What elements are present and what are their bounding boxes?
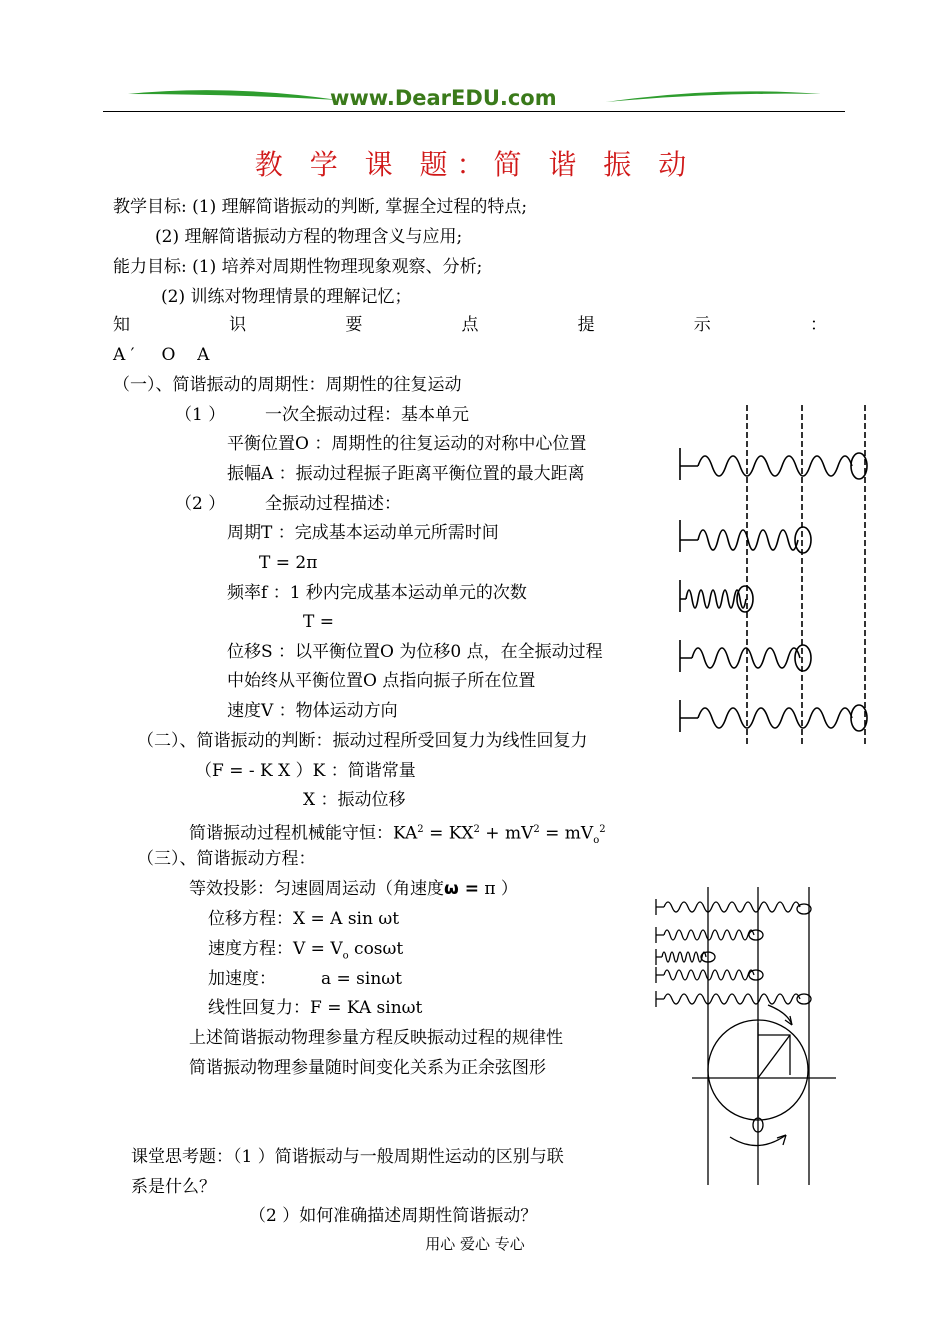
acceleration-label: 加速度：: [208, 969, 276, 989]
knowledge-char: ：: [809, 315, 827, 335]
frequency-desc: 频率f ：1 秒内完成基本运动单元的次数: [227, 583, 527, 603]
restoring-force-equation: 线性回复力：F = KA sinωt: [208, 998, 423, 1018]
section3-heading: （三）、简谐振动方程：: [137, 849, 316, 869]
teaching-goal-1: 教学目标: (1) 理解简谐振动的判断, 掌握全过程的特点;: [113, 197, 528, 217]
question-2: （2 ）如何准确描述周期性简谐振动？: [249, 1206, 538, 1226]
ability-goal-2: (2) 训练对物理情景的理解记忆；: [161, 287, 412, 307]
displacement-desc-2: 中始终从平衡位置O 点指向振子所在位置: [227, 671, 536, 691]
item2-text: 全振动过程描述：: [265, 494, 401, 514]
amplitude: 振幅A ：振动过程振子距离平衡位置的最大距离: [227, 464, 585, 484]
projection: 等效投影：匀速圆周运动（角速度ω = π ）: [189, 879, 518, 899]
ability-goal-1: 能力目标: (1) 培养对周期性物理现象观察、分析;: [113, 257, 483, 277]
aoa-labels: A ′ O A: [113, 345, 210, 365]
period-formula: T = 2π: [259, 553, 318, 573]
header-rule: [103, 111, 845, 112]
velocity-desc: 速度V ：物体运动方向: [227, 701, 398, 721]
spring-diagram: [670, 400, 880, 750]
knowledge-char: 知: [113, 315, 130, 335]
circle-projection-diagram: [650, 885, 850, 1190]
x-desc: X ：振动位移: [303, 790, 406, 810]
logo-swoosh-left: [128, 86, 338, 108]
summary-2: 简谐振动物理参量随时间变化关系为正余弦图形: [189, 1058, 546, 1078]
acceleration-equation: a = sinωt: [321, 969, 402, 989]
summary-1: 上述简谐振动物理参量方程反映振动过程的规律性: [189, 1028, 563, 1048]
frequency-formula: T =: [303, 612, 334, 632]
teaching-goal-2: (2) 理解简谐振动方程的物理含义与应用;: [155, 227, 463, 247]
knowledge-char: 识: [229, 315, 247, 335]
item1-text: 一次全振动过程：基本单元: [265, 405, 469, 425]
item2-number: （2 ）: [175, 494, 226, 514]
knowledge-char: 点: [461, 315, 479, 335]
balance-position: 平衡位置O ：周期性的往复运动的对称中心位置: [227, 434, 587, 454]
force-law: （F = - K X ）K ：简谐常量: [195, 761, 416, 781]
page-title: 教 学 课 题：简 谐 振 动: [254, 148, 696, 181]
displacement-desc: 位移S ：以平衡位置O 为位移0 点，在全振动过程: [227, 642, 603, 662]
knowledge-char: 要: [345, 315, 363, 335]
energy-conservation: 简谐振动过程机械能守恒：$KA^2 = KX^2 + mV^2 = mV_o^2$: [189, 823, 606, 847]
velocity-equation: 速度方程：$V = V_o$ cosωt: [208, 939, 404, 962]
logo-swoosh-right: [606, 86, 821, 108]
footer-motto: 用心 爱心 专心: [425, 1235, 525, 1253]
period-desc: 周期T ：完成基本运动单元所需时间: [227, 523, 499, 543]
knowledge-char: 示: [693, 315, 711, 335]
knowledge-heading: [113, 314, 827, 336]
question-1: 课堂思考题：（1 ）简谐振动与一般周期性运动的区别与联: [131, 1147, 564, 1167]
item1-number: （1 ）: [175, 405, 226, 425]
knowledge-char: 提: [577, 315, 595, 335]
question-1-cont: 系是什么？: [131, 1177, 216, 1197]
displacement-equation: 位移方程：X = A sin ωt: [208, 909, 400, 929]
section1-heading: （一）、简谐振动的周期性：周期性的往复运动: [113, 375, 462, 395]
section2-heading: （二）、简谐振动的判断：振动过程所受回复力为线性回复力: [137, 731, 588, 751]
site-logo: www.DearEDU.com: [330, 86, 557, 110]
